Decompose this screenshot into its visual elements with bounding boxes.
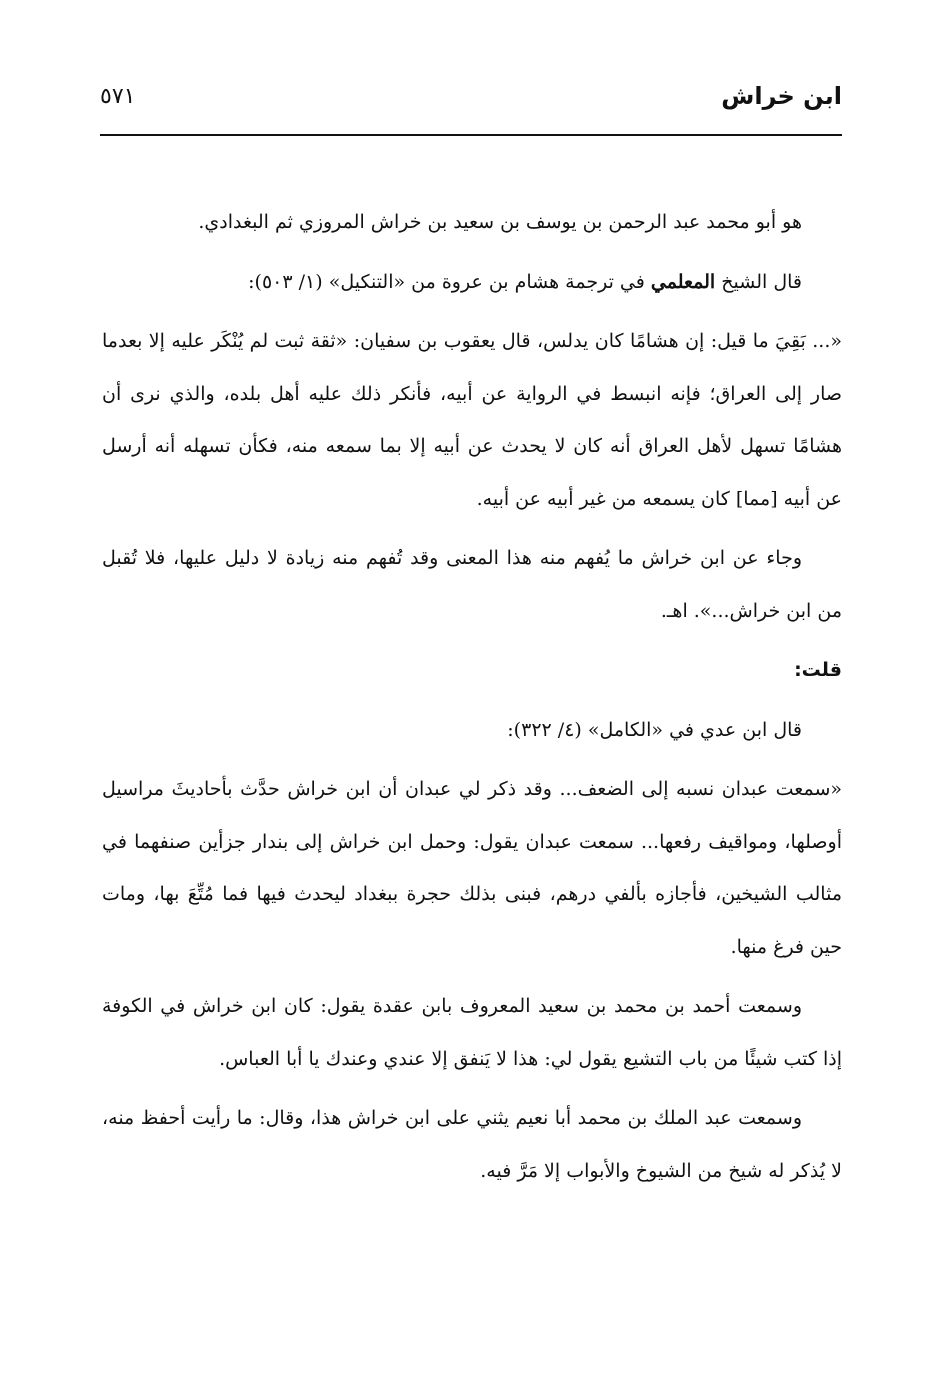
paragraph-ibn-adi: قال ابن عدي في «الكامل» (٤/ ٣٢٢): xyxy=(507,718,802,741)
citation-suffix: في ترجمة هشام بن عروة من «التنكيل» (١/ ٥٠٣): xyxy=(248,270,651,293)
main-text xyxy=(102,196,842,1197)
header-divider xyxy=(100,134,842,136)
citation-prefix: قال الشيخ xyxy=(715,270,802,293)
quote-paragraph-2: وجاء عن ابن خراش ما يُفهم منه هذا المعنى وقد تُفهم منه زيادة لا دليل عليها، فلا تُقبل من ابن خراش...». اهـ. xyxy=(102,547,842,622)
quote-paragraph-3: «سمعت عبدان نسبه إلى الضعف... وقد ذكر لي عبدان أن ابن خراش حدَّث بأحاديثَ مراسيل أوصلها، ومواقيف رفعها... سمعت عبدان يقول: وحمل ابن خراش إلى بندار جزأين صنفهما في مثالب الشيخين، فأجازه بألفي درهم، فبنى بذلك حجرة ببغداد ليحدث فيها فما مُتِّعَ بها، ومات حين فرغ منها. xyxy=(102,778,842,958)
quote-paragraph-4: وسمعت أحمد بن محمد بن سعيد المعروف بابن عقدة يقول: كان ابن خراش في الكوفة إذا كتب شيئًا من باب التشيع يقول لي: هذا لا يَنفق إلا عندي وعندك يا أبا العباس. xyxy=(102,995,842,1070)
page-number: ٥٧١ xyxy=(100,84,136,109)
citation-name-bold: المعلمي xyxy=(650,270,716,293)
paragraph-intro: هو أبو محمد عبد الرحمن بن يوسف بن سعيد بن خراش المروزي ثم البغدادي. xyxy=(198,211,802,233)
quote-paragraph-5: وسمعت عبد الملك بن محمد أبا نعيم يثني على ابن خراش هذا، وقال: ما رأيت أحفظ منه، لا يُذكر له شيخ من الشيوخ والأبواب إلا مَرَّ فيه. xyxy=(102,1107,842,1182)
paragraph-citation xyxy=(102,256,842,309)
running-title: ابن خراش xyxy=(721,82,842,110)
quote-paragraph-1: «... بَقِيَ ما قيل: إن هشامًا كان يدلس، قال يعقوب بن سفيان: «ثقة ثبت لم يُنْكَر عليه إلا بعدما صار إلى العراق؛ فإنه انبسط في الرواية عن أبيه، فأنكر ذلك عليه أهل بلده، والذي نرى أن هشامًا تسهل لأهل العراق أنه كان لا يحدث عن أبيه إلا بما سمعه منه، فكأن تسهله أنه أرسل عن أبيه [مما] كان يسمعه من غير أبيه عن أبيه. xyxy=(102,330,842,510)
section-heading: قلت: xyxy=(794,659,842,681)
page-header xyxy=(100,72,842,134)
